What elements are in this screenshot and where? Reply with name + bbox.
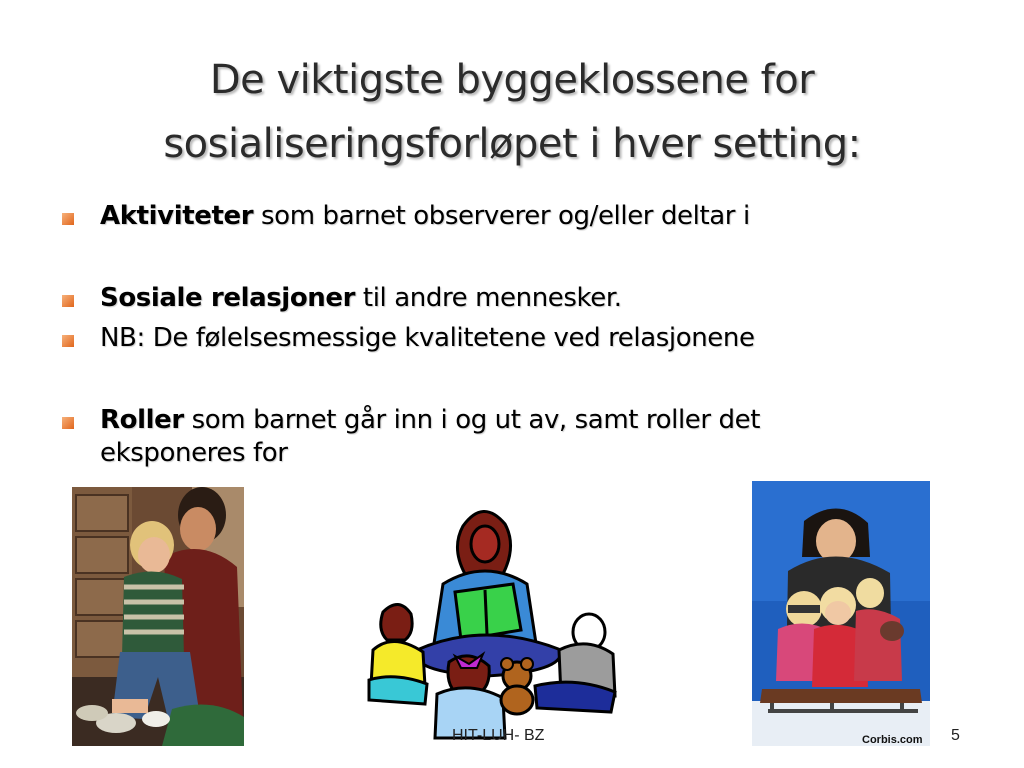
title-line-2: sosialiseringsforløpet i hver setting: <box>163 121 861 167</box>
bullet-bold: Aktiviteter <box>100 201 254 231</box>
clipart-reading-circle <box>365 500 625 745</box>
svg-text:Corbis.com: Corbis.com <box>862 734 923 746</box>
square-bullet-icon <box>62 213 74 225</box>
bullet-text: som barnet observerer og/eller deltar i <box>253 201 750 231</box>
slide-title <box>60 48 964 176</box>
square-bullet-icon <box>62 417 74 429</box>
square-bullet-icon <box>62 335 74 347</box>
bullet-bold: Roller <box>100 405 184 435</box>
bullet-text: som barnet går inn i og ut av, samt roller det eksponeres for <box>100 405 761 468</box>
page-number: 5 <box>951 727 960 744</box>
photo-parent-dressing-child <box>72 487 244 746</box>
footer-text: HIT-LUH- BZ <box>452 727 545 744</box>
bullet-text: til andre mennesker. <box>355 283 622 313</box>
square-bullet-icon <box>62 295 74 307</box>
bullet-bold: Sosiale relasjoner <box>100 283 356 313</box>
photo-children-sledding <box>752 481 930 746</box>
bullet-text: NB: De følelsesmessige kvalitetene ved relasjonene <box>100 323 755 353</box>
title-line-1: De viktigste byggeklossene for <box>209 57 815 103</box>
